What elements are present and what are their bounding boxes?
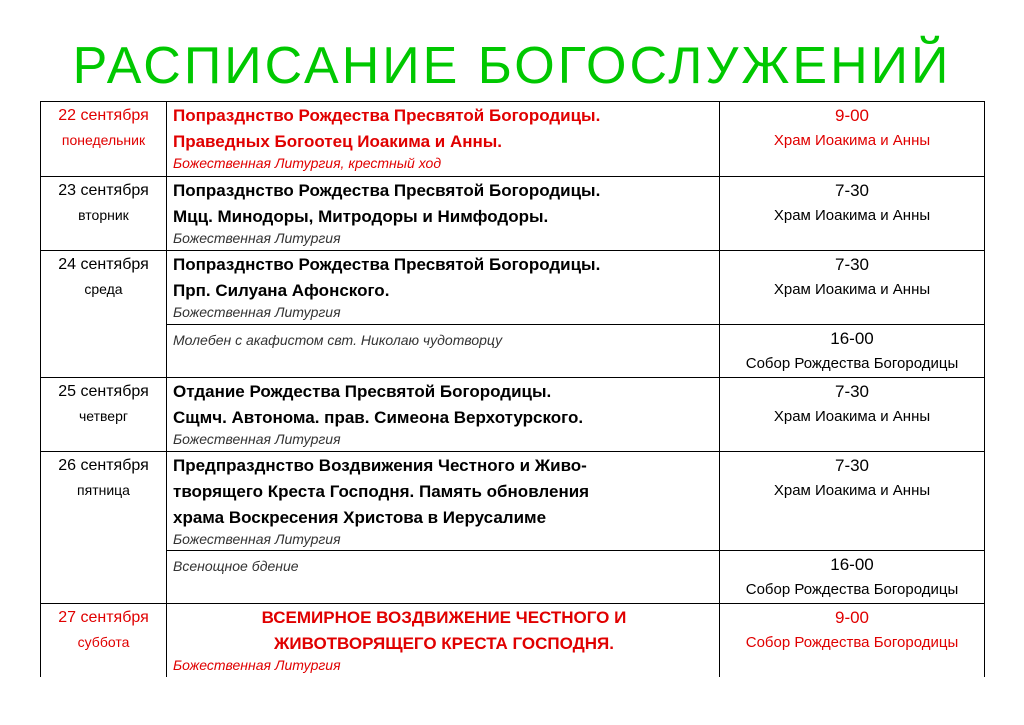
time-cell (720, 251, 985, 325)
feast-line: Попразднство Рождества Пресвятой Богородицы. (173, 255, 601, 274)
feast-line: Праведных Богоотец Иоакима и Анны. (173, 132, 503, 151)
schedule-table (40, 101, 985, 677)
time-cell (720, 378, 985, 452)
schedule-subrow (41, 551, 985, 604)
date-cell (41, 177, 167, 251)
church-name: Храм Иоакима и Анны (773, 207, 931, 224)
service-cell (167, 551, 720, 604)
feast-line: Прп. Силуана Афонского. (173, 281, 390, 300)
time-cell (720, 551, 985, 604)
service-type: Божественная Литургия (173, 531, 341, 547)
service-cell (167, 325, 720, 378)
feast-line: Сщмч. Автонома. прав. Симеона Верхотурского. (173, 408, 584, 427)
feast-line: ЖИВОТВОРЯЩЕГО КРЕСТА ГОСПОДНЯ. (274, 634, 614, 653)
service-type: Всенощное бдение (173, 558, 299, 574)
time-cell (720, 452, 985, 551)
day-label: 27 сентября (58, 609, 149, 626)
service-cell (167, 378, 720, 452)
feast-line: ВСЕМИРНОЕ ВОЗДВИЖЕНИЕ ЧЕСТНОГО И (261, 608, 627, 627)
service-type: Божественная Литургия (173, 304, 341, 320)
service-time: 7-30 (834, 181, 870, 200)
schedule-row (41, 452, 985, 551)
feast-line: Попразднство Рождества Пресвятой Богородицы. (173, 181, 601, 200)
service-time: 7-30 (834, 255, 870, 274)
service-time: 7-30 (834, 456, 870, 475)
service-cell (167, 452, 720, 551)
service-type: Божественная Литургия (173, 431, 341, 447)
feast-line: Отдание Рождества Пресвятой Богородицы. (173, 382, 552, 401)
service-type: Божественная Литургия, крестный ход (173, 155, 442, 171)
time-cell (720, 102, 985, 177)
schedule-row (41, 102, 985, 177)
day-label: 23 сентября (58, 182, 149, 199)
feast-line: Мцц. Минодоры, Митродоры и Нимфодоры. (173, 207, 549, 226)
service-time: 9-00 (834, 106, 870, 125)
church-name: Храм Иоакима и Анны (773, 132, 931, 149)
schedule-row (41, 378, 985, 452)
service-cell (167, 604, 720, 677)
service-time: 7-30 (834, 382, 870, 401)
service-cell (167, 251, 720, 325)
date-cell (41, 604, 167, 677)
feast-line: храма Воскресения Христова в Иерусалиме (173, 508, 547, 527)
service-time: 9-00 (834, 608, 870, 627)
weekday-label: вторник (78, 207, 129, 223)
weekday-label: суббота (77, 634, 130, 650)
church-name: Собор Рождества Богородицы (745, 355, 959, 372)
time-cell (720, 177, 985, 251)
weekday-label: четверг (79, 408, 128, 424)
weekday-label: понедельник (61, 132, 146, 148)
church-name: Храм Иоакима и Анны (773, 281, 931, 298)
church-name: Собор Рождества Богородицы (745, 581, 959, 598)
date-cell (41, 251, 167, 378)
service-cell (167, 177, 720, 251)
church-name: Храм Иоакима и Анны (773, 482, 931, 499)
service-type: Молебен с акафистом свт. Николаю чудотворцу (173, 332, 503, 348)
day-label: 24 сентября (58, 256, 149, 273)
schedule-row (41, 177, 985, 251)
date-cell (41, 452, 167, 604)
date-cell (41, 378, 167, 452)
page-title: РАСПИСАНИЕ БОГОСЛУЖЕНИЙ (72, 37, 952, 95)
weekday-label: среда (84, 281, 123, 297)
schedule-row (41, 604, 985, 677)
church-name: Собор Рождества Богородицы (745, 634, 959, 651)
church-name: Храм Иоакима и Анны (773, 408, 931, 425)
service-time: 16-00 (830, 555, 874, 574)
schedule-row (41, 251, 985, 325)
feast-line: Предпразднство Воздвижения Честного и Живо- (173, 456, 587, 475)
service-type: Божественная Литургия (173, 230, 341, 246)
day-label: 26 сентября (58, 457, 149, 474)
service-type: Божественная Литургия (173, 657, 341, 673)
day-label: 22 сентября (58, 107, 149, 124)
schedule-subrow (41, 325, 985, 378)
time-cell (720, 325, 985, 378)
time-cell (720, 604, 985, 677)
date-cell (41, 102, 167, 177)
feast-line: Попразднство Рождества Пресвятой Богородицы. (173, 106, 601, 125)
day-label: 25 сентября (58, 383, 149, 400)
service-time: 16-00 (830, 329, 874, 348)
weekday-label: пятница (77, 482, 130, 498)
service-cell (167, 102, 720, 177)
feast-line: творящего Креста Господня. Память обновления (173, 482, 590, 501)
